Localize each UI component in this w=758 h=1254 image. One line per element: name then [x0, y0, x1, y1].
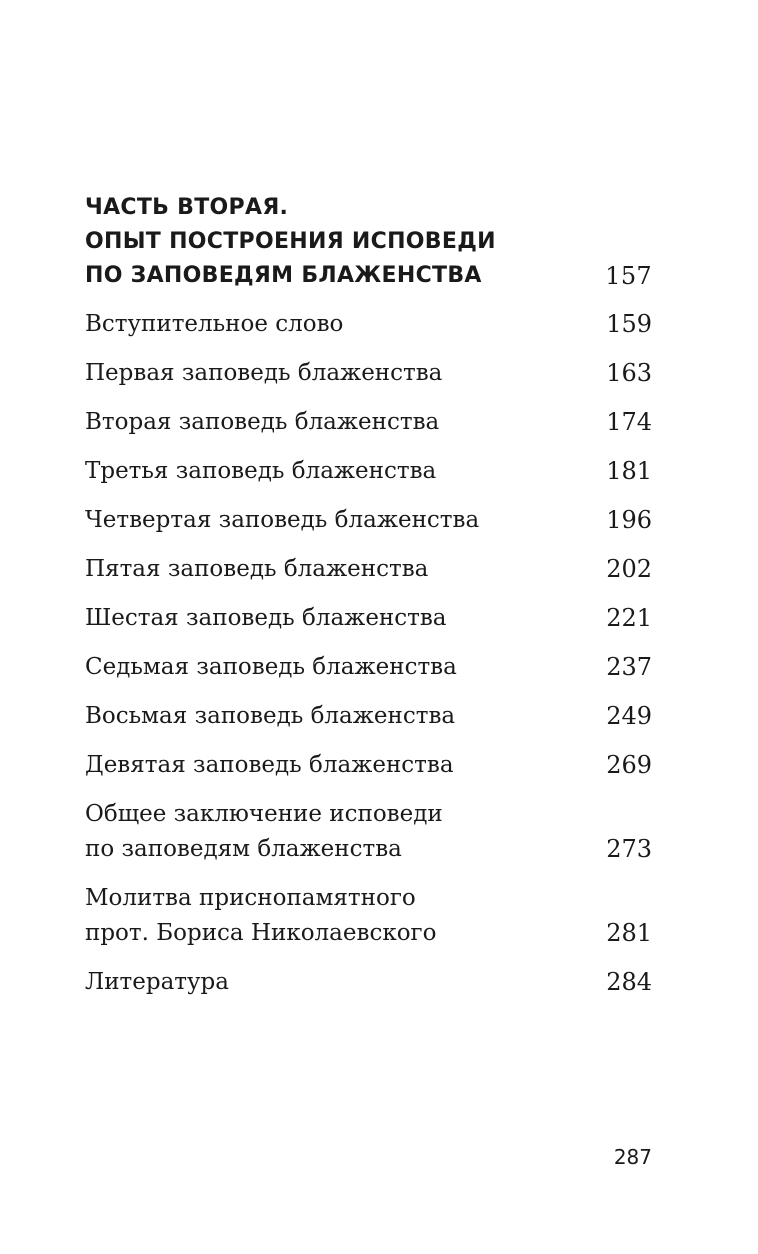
entry-title: Молитва приснопамятного [85, 885, 416, 911]
toc-entry [85, 454, 652, 489]
page-number: 163 [606, 359, 652, 387]
section-heading-line: ЧАСТЬ ВТОРАЯ. [85, 195, 289, 220]
page-number: 174 [606, 408, 652, 436]
entry-title: Первая заповедь блаженства [85, 360, 443, 386]
toc-entry [85, 601, 652, 636]
toc-entry [85, 356, 652, 391]
entry-title: Восьмая заповедь блаженства [85, 703, 456, 729]
page-number: 249 [606, 702, 652, 730]
page-number: 284 [606, 968, 652, 996]
toc-entry [85, 405, 652, 440]
entry-title: Вступительное слово [85, 311, 344, 337]
page-number: 237 [606, 653, 652, 681]
entry-title: Четвертая заповедь блаженства [85, 507, 480, 533]
entry-title: Девятая заповедь блаженства [85, 752, 454, 778]
toc-entry [85, 965, 652, 1000]
section-heading-line: ОПЫТ ПОСТРОЕНИЯ ИСПОВЕДИ [85, 229, 496, 254]
toc-entry [85, 307, 652, 342]
section-heading-line: ПО ЗАПОВЕДЯМ БЛАЖЕНСТВА [85, 263, 482, 288]
table-of-contents [85, 191, 652, 1000]
entry-title: Литература [85, 969, 229, 995]
folio-page-number: 287 [613, 1145, 652, 1169]
entry-title: Вторая заповедь блаженства [85, 409, 440, 435]
toc-entry [85, 881, 652, 951]
page-number: 196 [606, 506, 652, 534]
entry-title: Шестая заповедь блаженства [85, 605, 447, 631]
page-number: 273 [606, 835, 652, 863]
toc-entry [85, 699, 652, 734]
page-number: 221 [606, 604, 652, 632]
entry-title: по заповедям блаженства [85, 836, 402, 862]
toc-entry [85, 650, 652, 685]
toc-entry [85, 748, 652, 783]
toc-entry [85, 552, 652, 587]
toc-entry [85, 797, 652, 867]
entry-title: Пятая заповедь блаженства [85, 556, 429, 582]
toc-entry [85, 503, 652, 538]
entry-title: Общее заключение исповеди [85, 801, 443, 827]
entry-title: Седьмая заповедь блаженства [85, 654, 457, 680]
entry-title: Третья заповедь блаженства [85, 458, 437, 484]
section-heading [85, 191, 652, 293]
page-number: 202 [606, 555, 652, 583]
entry-title: прот. Бориса Николаевского [85, 920, 437, 946]
page-number: 181 [606, 457, 652, 485]
page-number: 157 [605, 262, 652, 290]
page-number: 159 [606, 310, 652, 338]
page-number: 281 [606, 919, 652, 947]
page-number: 269 [606, 751, 652, 779]
